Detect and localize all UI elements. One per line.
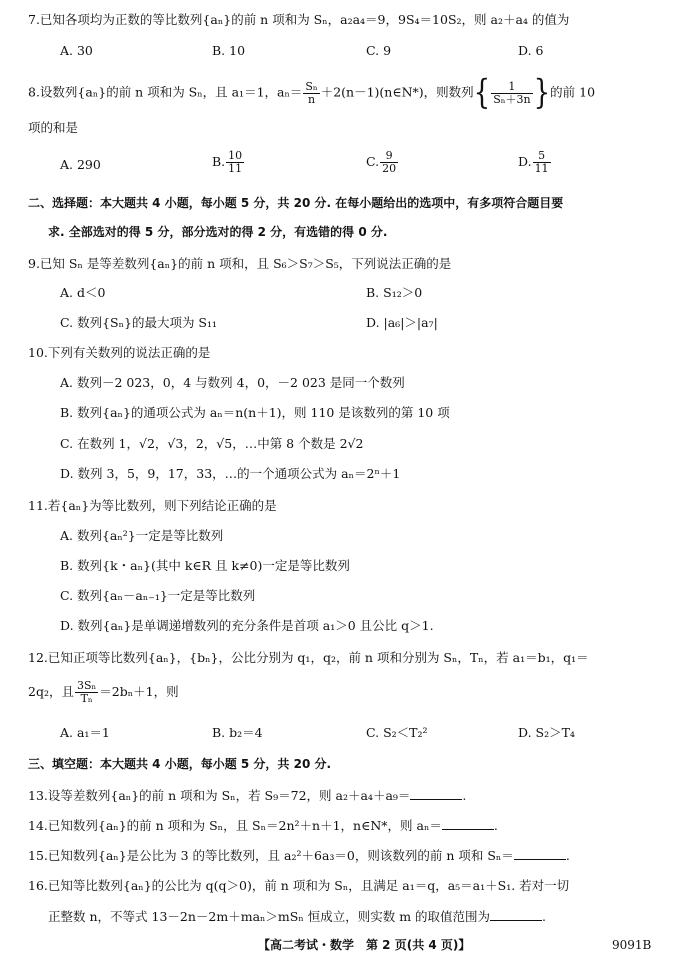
q9-stem: 9.已知 Sₙ 是等差数列{aₙ}的前 n 项和，且 S₆＞S₇＞S₅，下列说法正确的是 [28, 256, 452, 271]
q12-option-d: D. S₂＞T₄ [518, 725, 575, 740]
q10-option-c: C. 在数列 1，√2，√3，2，√5，…中第 8 个数是 2√2 [60, 436, 364, 451]
q15: 15.已知数列{aₙ}是公比为 3 的等比数列，且 a₂²＋6a₃＝0，则该数列的前 n 项和 Sₙ＝ . [28, 848, 570, 863]
q8-fraction-1: $\frac{\text{Sₙ}}{n}$ [305, 79, 318, 106]
q12-fraction: $\frac{\text{3Sₙ}}{\text{Tₙ}}$ [76, 679, 97, 705]
q8-option-c: C. $\frac{9}{20}$ [366, 149, 397, 175]
q10-option-b: B. 数列{aₙ}的通项公式为 aₙ＝n(n＋1)，则 110 是该数列的第 10 项 [60, 405, 450, 420]
q14-answer-blank[interactable] [442, 817, 494, 830]
left-brace-icon: { [473, 73, 491, 113]
footer-exam-code: 9091B [612, 938, 652, 952]
q11-option-a: A. 数列{aₙ²}一定是等比数列 [60, 528, 224, 543]
q10-option-d: D. 数列 3，5，9，17，33，…的一个通项公式为 aₙ＝2ⁿ＋1 [60, 466, 401, 481]
q7-option-b: B. 10 [212, 43, 246, 58]
q10-stem: 10.下列有关数列的说法正确的是 [28, 345, 211, 360]
q7-option-d: D. 6 [518, 43, 544, 58]
q11-option-b: B. 数列{k・aₙ}(其中 k∈R 且 k≠0)一定是等比数列 [60, 558, 350, 573]
footer-page-info: 【高二考试・数学 第 2 页(共 4 页)】 [258, 938, 471, 952]
q9-option-d: D. |a₆|＞|a₇| [366, 315, 438, 330]
q12-option-c: C. S₂＜T₂² [366, 725, 428, 740]
q9-option-a: A. d＜0 [60, 285, 106, 300]
q8-option-d: D. $\frac{5}{11}$ [518, 149, 549, 175]
q9-option-c: C. 数列{Sₙ}的最大项为 S₁₁ [60, 315, 218, 330]
q14: 14.已知数列{aₙ}的前 n 项和为 Sₙ，且 Sₙ＝2n²＋n＋1，n∈N*，则 aₙ＝ . [28, 818, 498, 833]
q13-answer-blank[interactable] [410, 787, 462, 800]
q7-option-a: A. 30 [60, 43, 93, 58]
q9-option-b: B. S₁₂＞0 [366, 285, 423, 300]
q8-stem-b: ＋2(n－1)(n∈N*)，则数列 [320, 84, 474, 100]
section3-heading: 三、填空题：本大题共 4 小题，每小题 5 分，共 20 分. [28, 757, 332, 771]
section2-heading-line1: 二、选择题：本大题共 4 小题，每小题 5 分，共 20 分. 在每小题给出的选项中，有多项符合题目要 [28, 196, 564, 210]
q12-option-b: B. b₂＝4 [212, 725, 263, 740]
q11-option-d: D. 数列{aₙ}是单调递增数列的充分条件是首项 a₁＞0 且公比 q＞1. [60, 618, 434, 633]
q7-option-c: C. 9 [366, 43, 392, 58]
q11-option-c: C. 数列{aₙ－aₙ₋₁}一定是等比数列 [60, 588, 256, 603]
q7-stem: 7.已知各项均为正数的等比数列{aₙ}的前 n 项和为 Sₙ，a₂a₄＝9，9S₄＝10S₂，则 a₂＋a₄ 的值为 [28, 12, 570, 27]
q8-stem [28, 73, 596, 113]
q8-option-b: B. $\frac{10}{11}$ [212, 149, 243, 175]
q8-stem-a: 8.设数列{aₙ}的前 n 项和为 Sₙ，且 a₁＝1，aₙ＝ [28, 84, 303, 100]
section2-heading-line2: 求. 全部选对的得 5 分，部分选对的得 2 分，有选错的得 0 分. [48, 225, 388, 239]
q13: 13.设等差数列{aₙ}的前 n 项和为 Sₙ，若 S₉＝72，则 a₂＋a₄＋a₉＝ . [28, 788, 467, 803]
q15-answer-blank[interactable] [514, 847, 566, 860]
q12-option-a: A. a₁＝1 [60, 725, 110, 740]
q12-stem-cont: 2q₂，且 $\frac{\text{3Sₙ}}{\text{Tₙ}}$ ＝2bₙ＋1，则 [28, 679, 179, 705]
q16-answer-blank[interactable] [490, 908, 542, 921]
q10-option-a: A. 数列－2 023，0，4 与数列 4，0，－2 023 是同一个数列 [60, 375, 405, 390]
right-brace-icon: } [533, 73, 551, 113]
q8-stem-c: 的前 10 [550, 84, 596, 100]
q8-fraction-2: $\frac{1}{\text{Sₙ＋3n}}$ [493, 79, 531, 106]
q8-stem-cont: 项的和是 [28, 120, 79, 135]
q8-option-a: A. 290 [60, 157, 101, 172]
q12-stem: 12.已知正项等比数列{aₙ}，{bₙ}，公比分别为 q₁，q₂，前 n 项和分别为 Sₙ，Tₙ，若 a₁＝b₁，q₁＝ [28, 650, 589, 665]
q16-stem: 16.已知等比数列{aₙ}的公比为 q(q＞0)，前 n 项和为 Sₙ，且满足 a₁＝q，a₅＝a₁＋S₁. 若对一切 [28, 878, 570, 893]
q16-cont: 正整数 n，不等式 13－2n－2m＋maₙ＞mSₙ 恒成立，则实数 m 的取值范围为 . [48, 909, 547, 924]
q11-stem: 11.若{aₙ}为等比数列，则下列结论正确的是 [28, 498, 277, 513]
